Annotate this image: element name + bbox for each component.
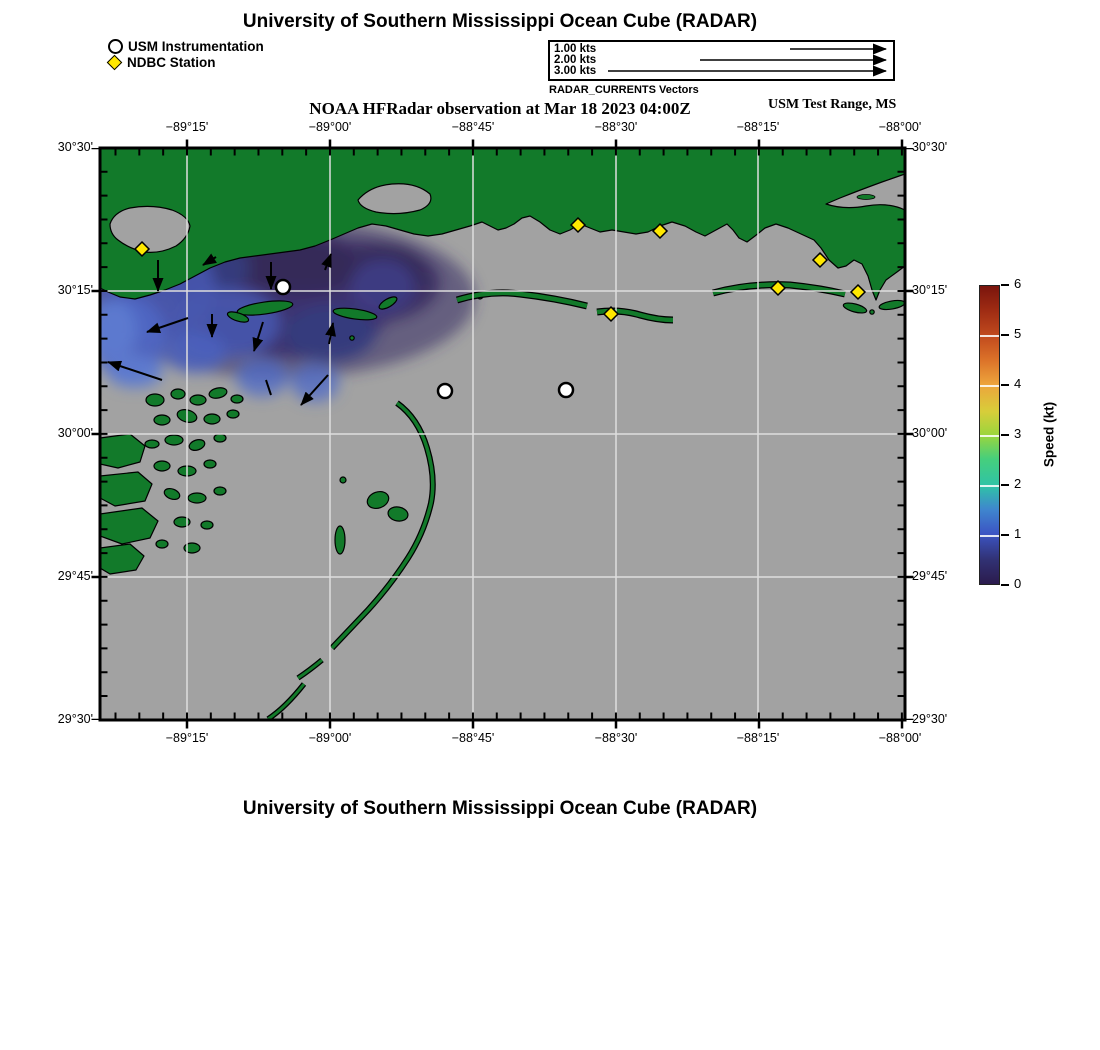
colorbar	[979, 285, 1000, 585]
vector-scale-2kt: 2.00 kts	[554, 54, 597, 66]
subtitle: NOAA HFRadar observation at Mar 18 2023 04:00Z	[309, 99, 691, 118]
y-axis-label-right: 30°00'	[912, 426, 948, 440]
vector-scale-arrows	[550, 42, 893, 79]
vector-scale-caption: RADAR_CURRENTS Vectors	[549, 84, 699, 96]
x-axis-label-top: −88°45'	[451, 120, 495, 134]
y-axis-label-left: 30°15'	[57, 283, 93, 297]
x-axis-label-top: −88°00'	[878, 120, 922, 134]
colorbar-tick	[1001, 584, 1009, 586]
usm-station-marker	[438, 384, 452, 398]
marsh	[214, 487, 226, 495]
x-axis-label-bottom: −89°00'	[308, 731, 352, 745]
marsh	[146, 394, 164, 406]
legend-ndbc-label: NDBC Station	[127, 54, 216, 70]
x-axis-label-bottom: −88°15'	[736, 731, 780, 745]
x-axis-label-bottom: −89°15'	[165, 731, 209, 745]
marsh	[156, 540, 168, 548]
marsh	[188, 493, 206, 503]
island	[335, 526, 345, 554]
marsh	[145, 440, 159, 448]
marsh	[204, 460, 216, 468]
ndbc-diamond-icon	[107, 54, 123, 70]
colorbar-tick-label: 4	[1014, 376, 1022, 391]
y-axis-label-right: 30°15'	[912, 283, 948, 297]
page-title: University of Southern Mississippi Ocean Cube (RADAR)	[242, 11, 758, 32]
map	[90, 138, 915, 730]
grand-bay-islet	[857, 195, 875, 200]
x-axis-label-bottom: −88°45'	[451, 731, 495, 745]
x-axis-label-top: −88°15'	[736, 120, 780, 134]
vector-scale-box	[548, 40, 895, 81]
test-range-label: USM Test Range, MS	[768, 97, 897, 112]
marsh	[154, 461, 170, 471]
colorbar-title: Speed (kt)	[1041, 401, 1057, 468]
usm-station-marker	[559, 383, 573, 397]
island	[350, 336, 354, 340]
y-axis-label-right: 30°30'	[912, 140, 948, 154]
legend-item-ndbc	[108, 54, 216, 70]
vector-scale-3kt: 3.00 kts	[554, 65, 597, 77]
y-axis-label-left: 29°45'	[57, 569, 93, 583]
y-axis-label-left: 30°30'	[57, 140, 93, 154]
marsh	[190, 395, 206, 405]
y-axis-label-right: 29°45'	[912, 569, 948, 583]
colorbar-tick	[1001, 534, 1009, 536]
marsh	[231, 395, 243, 403]
colorbar-tick-label: 2	[1014, 476, 1022, 491]
x-axis-label-bottom: −88°30'	[594, 731, 638, 745]
colorbar-tick	[1001, 334, 1009, 336]
colorbar-tick	[1001, 384, 1009, 386]
marsh	[100, 508, 158, 544]
colorbar-tick	[1001, 434, 1009, 436]
colorbar-tick-label: 6	[1014, 276, 1022, 291]
colorbar-tick-label: 3	[1014, 426, 1022, 441]
usm-station-marker	[276, 280, 290, 294]
x-axis-label-top: −89°15'	[165, 120, 209, 134]
y-axis-label-left: 30°00'	[57, 426, 93, 440]
marsh	[201, 521, 213, 529]
x-axis-label-top: −88°30'	[594, 120, 638, 134]
marsh	[154, 415, 170, 425]
colorbar-tick-label: 1	[1014, 526, 1022, 541]
colorbar-tick-label: 5	[1014, 326, 1022, 341]
legend-usm-label: USM Instrumentation	[128, 38, 264, 54]
island	[870, 310, 874, 314]
colorbar-tick	[1001, 284, 1009, 286]
usm-circle-icon	[108, 39, 123, 54]
x-axis-label-bottom: −88°00'	[878, 731, 922, 745]
marsh	[214, 434, 226, 442]
island	[340, 477, 346, 483]
y-axis-label-left: 29°30'	[57, 712, 93, 726]
colorbar-tick	[1001, 484, 1009, 486]
marsh	[204, 414, 220, 424]
marsh	[171, 389, 185, 399]
x-axis-label-top: −89°00'	[308, 120, 352, 134]
bottom-title: University of Southern Mississippi Ocean Cube (RADAR)	[242, 798, 758, 819]
legend-item-usm	[108, 38, 264, 54]
marsh	[165, 435, 183, 445]
colorbar-tick-label: 0	[1014, 576, 1022, 591]
marsh	[227, 410, 239, 418]
vector-scale-1kt: 1.00 kts	[554, 43, 597, 55]
marsh	[100, 472, 152, 506]
y-axis-label-right: 29°30'	[912, 712, 948, 726]
